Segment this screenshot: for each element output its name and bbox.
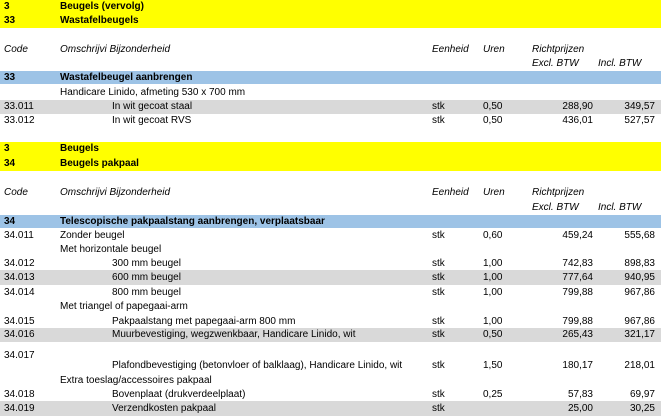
item-price-excl: 180,17	[562, 360, 593, 371]
header-unit: Eenheid	[432, 187, 469, 198]
table-row	[0, 346, 661, 374]
subheading-row	[0, 374, 661, 387]
item-price-incl: 898,83	[624, 258, 655, 269]
subtitle-row	[0, 86, 661, 99]
chapter-title: Beugels (vervolg)	[60, 1, 144, 12]
header-hours: Uren	[483, 44, 505, 55]
subheading-text: Met horizontale beugel	[60, 244, 162, 255]
item-hours: 0,60	[483, 230, 503, 241]
header-incl-vat: Incl. BTW	[598, 202, 642, 213]
table-row	[0, 387, 661, 401]
item-hours: 1,50	[483, 360, 503, 371]
table-row	[0, 401, 661, 416]
item-description: Muurbevestiging, wegzwenkbaar, Handicare Linido, wit	[112, 329, 356, 340]
group-header-row	[0, 215, 661, 228]
item-price-incl: 967,86	[624, 287, 655, 298]
item-price-incl: 69,97	[629, 389, 655, 400]
item-unit: stk	[432, 329, 445, 340]
header-guide-prices: Richtprijzen	[532, 44, 585, 55]
section-code: 33	[4, 15, 16, 26]
section-band-row	[0, 156, 661, 171]
item-hours: 0,25	[483, 389, 503, 400]
table-row	[0, 100, 661, 114]
item-code: 34.014	[4, 287, 35, 298]
item-hours: 1,00	[483, 316, 503, 327]
group-title: Wastafelbeugel aanbrengen	[60, 72, 193, 83]
group-code: 33	[4, 72, 16, 83]
item-description: 800 mm beugel	[112, 287, 181, 298]
section-band-row	[0, 13, 661, 28]
item-price-excl: 742,83	[562, 258, 593, 269]
table-row	[0, 328, 661, 342]
header-description: Omschrijvi Bijzonderheid	[60, 187, 171, 198]
chapter-code: 3	[4, 1, 10, 12]
item-price-excl: 265,43	[562, 329, 593, 340]
subheading-row	[0, 300, 661, 314]
item-unit: stk	[432, 272, 445, 283]
item-price-excl: 777,64	[562, 272, 593, 283]
item-unit: stk	[432, 230, 445, 241]
item-hours: 0,50	[483, 115, 503, 126]
item-price-excl: 436,01	[562, 115, 593, 126]
column-header	[0, 38, 661, 68]
item-unit: stk	[432, 287, 445, 298]
item-hours: 0,50	[483, 101, 503, 112]
item-hours: 1,00	[483, 287, 503, 298]
item-unit: stk	[432, 101, 445, 112]
item-price-excl: 288,90	[562, 101, 593, 112]
item-description: 600 mm beugel	[112, 272, 181, 283]
item-price-incl: 555,68	[624, 230, 655, 241]
subheading-text: Met triangel of papegaai-arm	[60, 301, 188, 312]
group-header-row	[0, 71, 661, 84]
item-price-incl: 30,25	[629, 403, 655, 414]
header-excl-vat: Excl. BTW	[532, 58, 579, 69]
chapter-band-row	[0, 142, 661, 156]
header-hours: Uren	[483, 187, 505, 198]
item-hours: 1,00	[483, 272, 503, 283]
item-code: 34.012	[4, 258, 35, 269]
item-code: 34.017	[4, 350, 35, 361]
item-hours: 0,50	[483, 329, 503, 340]
section-title: Beugels pakpaal	[60, 158, 139, 169]
item-code: 34.011	[4, 230, 34, 241]
item-unit: stk	[432, 403, 445, 414]
item-code: 34.015	[4, 316, 35, 327]
item-code: 34.016	[4, 329, 35, 340]
item-price-excl: 57,83	[567, 389, 593, 400]
item-code: 34.019	[4, 403, 35, 414]
item-price-incl: 527,57	[624, 115, 655, 126]
item-price-incl: 349,57	[624, 101, 655, 112]
item-description: Zonder beugel	[60, 230, 125, 241]
header-unit: Eenheid	[432, 44, 469, 55]
item-description: Pakpaalstang met papegaai-arm 800 mm	[112, 316, 296, 327]
section-title: Wastafelbeugels	[60, 15, 139, 26]
header-guide-prices: Richtprijzen	[532, 187, 585, 198]
item-hours: 1,00	[483, 258, 503, 269]
item-unit: stk	[432, 389, 445, 400]
table-row	[0, 314, 661, 328]
item-description: 300 mm beugel	[112, 258, 181, 269]
header-description: Omschrijvi Bijzonderheid	[60, 44, 171, 55]
chapter-code: 3	[4, 143, 10, 154]
subheading-row	[0, 243, 661, 257]
item-description: In wit gecoat RVS	[112, 115, 192, 126]
item-description: Verzendkosten pakpaal	[112, 403, 216, 414]
item-price-excl: 799,88	[562, 287, 593, 298]
item-unit: stk	[432, 360, 445, 371]
table-row	[0, 257, 661, 270]
subheading-text: Extra toeslag/accessoires pakpaal	[60, 375, 212, 386]
item-unit: stk	[432, 316, 445, 327]
item-price-incl: 218,01	[624, 360, 655, 371]
header-excl-vat: Excl. BTW	[532, 202, 579, 213]
group-code: 34	[4, 216, 16, 227]
item-price-excl: 25,00	[567, 403, 593, 414]
item-price-incl: 321,17	[624, 329, 655, 340]
item-code: 34.018	[4, 389, 35, 400]
item-code: 34.013	[4, 272, 35, 283]
item-price-excl: 799,88	[562, 316, 593, 327]
item-unit: stk	[432, 115, 445, 126]
table-row	[0, 114, 661, 128]
item-description: In wit gecoat staal	[112, 101, 193, 112]
table-row	[0, 285, 661, 299]
item-code: 33.011	[4, 101, 34, 112]
subtitle-text: Handicare Linido, afmeting 530 x 700 mm	[60, 87, 246, 98]
table-row	[0, 270, 661, 285]
column-header	[0, 183, 661, 213]
header-code: Code	[4, 187, 28, 198]
item-price-incl: 940,95	[624, 272, 655, 283]
group-title: Telescopische pakpaalstang aanbrengen, verplaatsbaar	[60, 216, 325, 227]
header-code: Code	[4, 44, 28, 55]
item-price-excl: 459,24	[562, 230, 593, 241]
header-incl-vat: Incl. BTW	[598, 58, 642, 69]
item-price-incl: 967,86	[624, 316, 655, 327]
chapter-band-row	[0, 0, 661, 13]
section-code: 34	[4, 158, 16, 169]
table-row	[0, 229, 661, 243]
item-description: Plafondbevestiging (betonvloer of balklaag), Handicare Linido, wit	[112, 360, 403, 371]
item-description: Bovenplaat (drukverdeelplaat)	[112, 389, 246, 400]
item-code: 33.012	[4, 115, 35, 126]
chapter-title: Beugels	[60, 143, 99, 154]
item-unit: stk	[432, 258, 445, 269]
